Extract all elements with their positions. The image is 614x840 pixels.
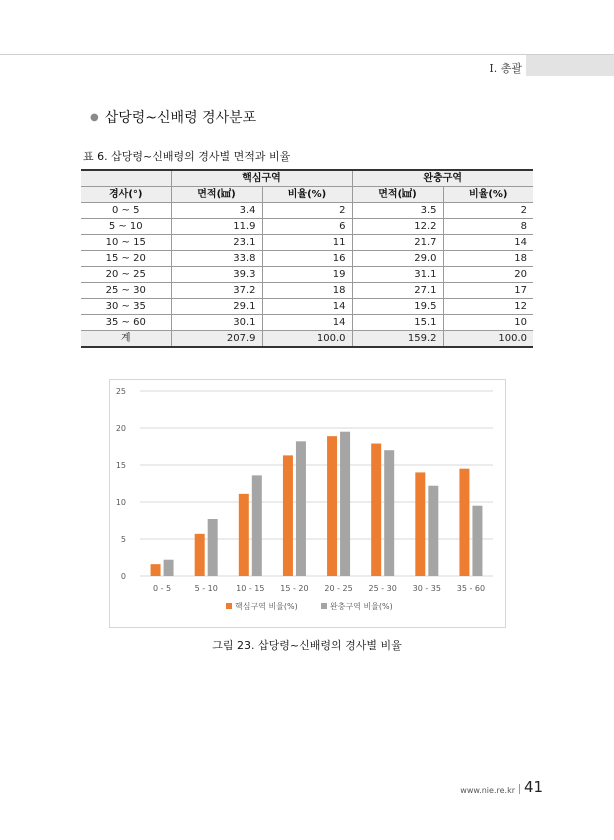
cell-core-area: 30.1 — [171, 315, 262, 331]
cell-core-area: 23.1 — [171, 235, 262, 251]
bar-core — [195, 534, 205, 576]
table-row — [81, 251, 533, 267]
figure-caption: 그림 23. 삽당령~신배령의 경사별 비율 — [212, 639, 402, 652]
legend-swatch-core — [226, 603, 232, 609]
x-tick-label: 20 - 25 — [324, 584, 353, 593]
cell-core-ratio: 6 — [262, 219, 352, 235]
y-tick-label: 15 — [115, 461, 126, 470]
cell-core-ratio: 14 — [262, 299, 352, 315]
group-header-blank — [81, 170, 171, 187]
bar-core — [371, 444, 381, 576]
cell-core-area: 37.2 — [171, 283, 262, 299]
x-tick-label: 15 - 20 — [280, 584, 309, 593]
cell-buffer-ratio: 8 — [443, 219, 533, 235]
slope-area-table — [81, 169, 533, 348]
col-header-buffer-area: 면적(㎢) — [352, 187, 443, 203]
y-tick-label: 10 — [115, 498, 126, 507]
y-tick-label: 25 — [115, 387, 126, 396]
cell-buffer-area: 15.1 — [352, 315, 443, 331]
cell-core-area: 3.4 — [171, 203, 262, 219]
table-caption: 표 6. 삽당령~신배령의 경사별 면적과 비율 — [83, 150, 291, 163]
cell-buffer-ratio: 10 — [443, 315, 533, 331]
header-roman: I — [489, 62, 494, 75]
table-row — [81, 219, 533, 235]
cell-core-area: 29.1 — [171, 299, 262, 315]
table-row — [81, 283, 533, 299]
bar-buffer — [252, 475, 262, 576]
x-tick-label: 30 - 35 — [412, 584, 441, 593]
cell-core-ratio: 18 — [262, 283, 352, 299]
legend-label-buffer: 완충구역 비율(%) — [330, 602, 393, 611]
bar-buffer — [384, 450, 394, 576]
cell-buffer-ratio: 14 — [443, 235, 533, 251]
bar-core — [459, 469, 469, 576]
bar-buffer — [164, 560, 174, 576]
bar-buffer — [208, 519, 218, 576]
col-header-core-ratio: 비율(%) — [262, 187, 352, 203]
table-total-row — [81, 331, 533, 348]
total-buffer-area: 159.2 — [352, 331, 443, 348]
cell-buffer-area: 27.1 — [352, 283, 443, 299]
cell-slope: 30 ~ 35 — [81, 299, 171, 315]
y-tick-label: 0 — [120, 572, 126, 581]
col-header-buffer-ratio: 비율(%) — [443, 187, 533, 203]
page-number: 41 — [524, 778, 544, 796]
cell-slope: 25 ~ 30 — [81, 283, 171, 299]
header-section-title: . 총괄 — [493, 62, 522, 75]
table-row — [81, 203, 533, 219]
group-header-core: 핵심구역 — [171, 170, 352, 187]
cell-buffer-ratio: 20 — [443, 267, 533, 283]
y-tick-label: 5 — [120, 535, 126, 544]
cell-buffer-area: 19.5 — [352, 299, 443, 315]
x-tick-label: 25 - 30 — [368, 584, 397, 593]
table-row — [81, 315, 533, 331]
footer-separator — [519, 784, 520, 794]
cell-core-ratio: 2 — [262, 203, 352, 219]
total-core-area: 207.9 — [171, 331, 262, 348]
cell-slope: 20 ~ 25 — [81, 267, 171, 283]
cell-buffer-area: 21.7 — [352, 235, 443, 251]
col-header-slope: 경사(°) — [81, 187, 171, 203]
cell-core-ratio: 19 — [262, 267, 352, 283]
cell-buffer-area: 31.1 — [352, 267, 443, 283]
header-rule — [0, 54, 614, 55]
total-core-ratio: 100.0 — [262, 331, 352, 348]
bar-buffer — [428, 486, 438, 576]
bar-core — [327, 436, 337, 576]
running-header — [489, 60, 522, 76]
bar-core — [415, 472, 425, 576]
cell-slope: 0 ~ 5 — [81, 203, 171, 219]
bar-core — [239, 494, 249, 576]
cell-core-area: 11.9 — [171, 219, 262, 235]
group-header-buffer: 완충구역 — [352, 170, 533, 187]
x-tick-label: 35 - 60 — [456, 584, 486, 593]
cell-buffer-ratio: 18 — [443, 251, 533, 267]
bar-buffer — [472, 506, 482, 576]
bar-buffer — [340, 432, 350, 576]
cell-core-area: 39.3 — [171, 267, 262, 283]
x-tick-label: 0 - 5 — [152, 584, 172, 593]
cell-buffer-ratio: 17 — [443, 283, 533, 299]
cell-core-ratio: 14 — [262, 315, 352, 331]
cell-core-area: 33.8 — [171, 251, 262, 267]
group-header-row — [81, 170, 533, 187]
cell-buffer-ratio: 2 — [443, 203, 533, 219]
section-heading — [90, 107, 256, 127]
column-header-row — [81, 187, 533, 203]
cell-slope: 5 ~ 10 — [81, 219, 171, 235]
cell-core-ratio: 16 — [262, 251, 352, 267]
cell-slope: 35 ~ 60 — [81, 315, 171, 331]
footer-url: www.nie.re.kr — [460, 786, 515, 795]
cell-buffer-area: 29.0 — [352, 251, 443, 267]
cell-core-ratio: 11 — [262, 235, 352, 251]
header-tab — [526, 55, 614, 76]
legend-label-core: 핵심구역 비율(%) — [235, 602, 298, 611]
total-buffer-ratio: 100.0 — [443, 331, 533, 348]
cell-slope: 15 ~ 20 — [81, 251, 171, 267]
cell-buffer-area: 12.2 — [352, 219, 443, 235]
bullet-icon: ● — [90, 112, 99, 123]
section-heading-text: 삽당령~신배령 경사분포 — [104, 110, 257, 126]
x-tick-label: 5 - 10 — [194, 584, 218, 593]
chart-svg — [110, 380, 505, 627]
bar-core — [283, 455, 293, 576]
bar-buffer — [296, 441, 306, 576]
total-label: 계 — [81, 331, 171, 348]
table-body — [81, 203, 533, 331]
table-row — [81, 267, 533, 283]
cell-buffer-ratio: 12 — [443, 299, 533, 315]
table-row — [81, 235, 533, 251]
slope-ratio-chart — [109, 379, 506, 628]
table-row — [81, 299, 533, 315]
x-tick-label: 10 - 15 — [236, 584, 265, 593]
col-header-core-area: 면적(㎢) — [171, 187, 262, 203]
legend-swatch-buffer — [321, 603, 327, 609]
y-tick-label: 20 — [115, 424, 126, 433]
cell-slope: 10 ~ 15 — [81, 235, 171, 251]
cell-buffer-area: 3.5 — [352, 203, 443, 219]
bar-core — [151, 564, 161, 576]
